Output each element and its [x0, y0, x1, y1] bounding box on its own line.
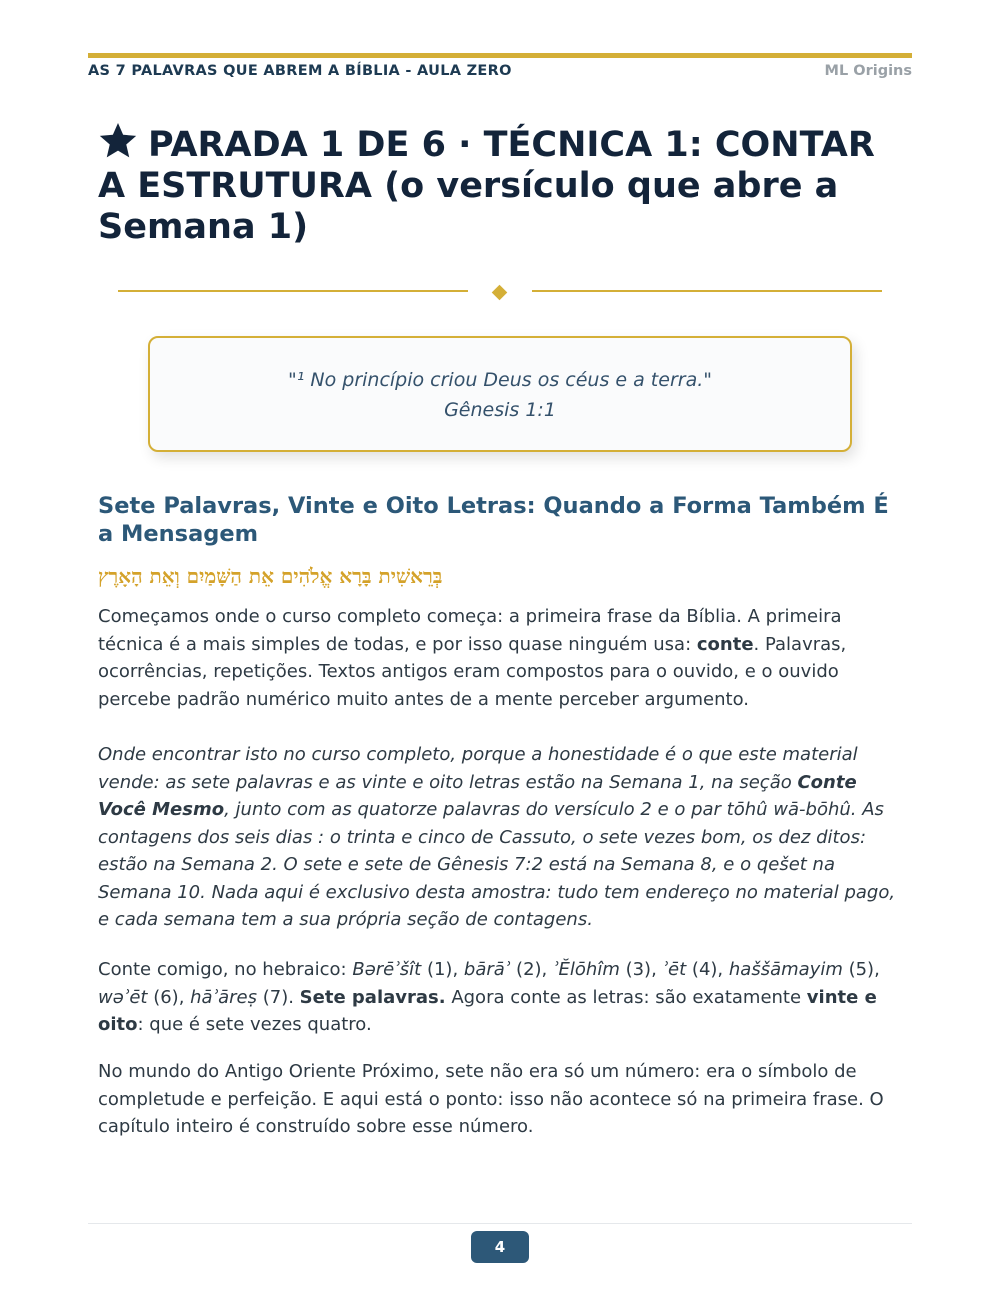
quote-reference: Gênesis 1:1 [444, 399, 556, 421]
paragraph-note-emphasis: Conte Você Mesmo [98, 771, 857, 820]
paragraph-intro-emphasis: conte [696, 633, 754, 655]
hebrew-word-3: ʾĔlōhîm [553, 959, 620, 980]
paragraph-note-text: Onde encontrar isto no curso completo, porque a honestidade é o que este material vende: as sete palavras e as vinte e oito letras estão na Semana 1, na seção [98, 744, 858, 793]
scripture-quote-box [148, 336, 852, 452]
running-header-brand: ML Origins [824, 63, 912, 79]
hebrew-word-4: ʾēt [662, 959, 687, 980]
count-emphasis-letters: vinte e oito [98, 986, 877, 1035]
paragraph-note-text-end: , junto com as quatorze palavras do versículo 2 e o par tōhû wā-bōhû. As contagens dos seis dias : o trinta e cinco de Cassuto, o sete vezes bom, os dez ditos: estão na Semana 2. O sete e sete de Gênesis 7:2 está na Semana 8, e o qešet na Semana 10. Nada aqui é exclusivo desta amostra: tudo tem endereço no material pago, e cada semana tem a sua própria seção de contagens. [98, 799, 896, 930]
paragraph-count-words [98, 956, 910, 1039]
page-number-badge: 4 [471, 1231, 529, 1263]
page-title-text: PARADA 1 DE 6 · TÉCNICA 1: CONTAR A ESTRUTURA (o versículo que abre a Semana 1) [98, 125, 875, 247]
footer-divider [88, 1223, 912, 1224]
quote-text: "¹ No princípio criou Deus os céus e a terra." [287, 369, 712, 391]
hebrew-word-6: wəʾēt [98, 986, 148, 1008]
divider-line-left [118, 290, 468, 292]
section-subtitle: Sete Palavras, Vinte e Oito Letras: Quando a Forma Também É a Mensagem [98, 493, 889, 547]
word-number-6: (6), [147, 986, 191, 1008]
diamond-ornament-icon [492, 285, 508, 301]
star-icon [98, 122, 138, 160]
hebrew-word-1: Bərēʾšît [352, 959, 422, 980]
running-header-title: AS 7 PALAVRAS QUE ABREM A BÍBLIA - AULA ZERO [88, 63, 512, 79]
hebrew-word-7: hāʾāreṣ [190, 986, 257, 1008]
word-number-7: (7). [257, 986, 300, 1008]
hebrew-verse [98, 564, 442, 589]
paragraph-intro [98, 603, 910, 713]
word-number-3: (3), [619, 959, 663, 980]
paragraph-intro-text-end: . Palavras, ocorrências, repetições. Textos antigos eram compostos para o ouvido, e o ouvido percebe padrão numérico muito antes de a mente perceber argumento. [98, 633, 847, 710]
count-middle: Agora conte as letras: são exatamente [445, 986, 807, 1008]
count-emphasis-words: Sete palavras. [299, 986, 446, 1008]
page-title [98, 122, 910, 248]
hebrew-verse-text: בְּרֵאשִׁית בָּרָא אֱלֹהִים אֵת הַשָּׁמַיִם וְאֵת הָאָרֶץ [98, 564, 443, 588]
paragraph-course-note [98, 741, 910, 934]
word-number-5: (5), [842, 959, 880, 980]
word-number-4: (4), [686, 959, 729, 980]
hebrew-word-5: haššāmayim [728, 959, 843, 980]
word-number-1: (1), [421, 959, 464, 980]
paragraph-seven-meaning: No mundo do Antigo Oriente Próximo, sete não era só um número: era o símbolo de completude e perfeição. E aqui está o ponto: isso não acontece só na primeira frase. O capítulo inteiro é construído sobre esse número. [98, 1061, 884, 1137]
word-number-2: (2), [510, 959, 553, 980]
count-end: : que é sete vezes quatro. [137, 1014, 372, 1035]
paragraph-intro-text: Começamos onde o curso completo começa: a primeira frase da Bíblia. A primeira técnica é a mais simples de todas, e por isso quase ninguém usa: [98, 606, 842, 655]
divider-line-right [532, 290, 882, 292]
count-intro: Conte comigo, no hebraico: [98, 959, 353, 980]
hebrew-word-2: bārāʾ [463, 959, 511, 980]
top-accent-bar [88, 53, 912, 58]
